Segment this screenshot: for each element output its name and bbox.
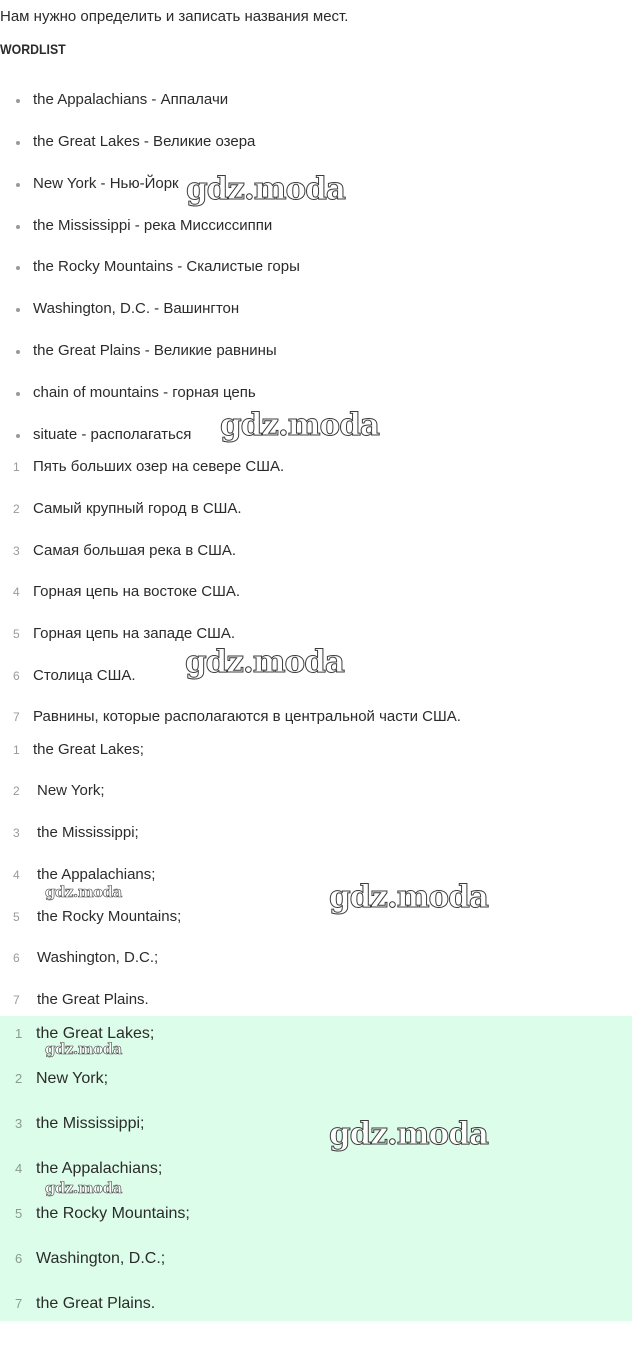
- question-number: 4: [13, 585, 20, 599]
- question-number: 1: [13, 460, 20, 474]
- wordlist-title: WORDLIST: [0, 41, 66, 57]
- watermark-logo: gdz.moda: [45, 1040, 122, 1058]
- question-number: 5: [13, 627, 20, 641]
- wordlist-item-text: the Great Lakes - Великие озера: [33, 133, 256, 150]
- watermark-logo: gdz.moda: [186, 171, 345, 207]
- answer-number: 2: [13, 784, 20, 798]
- final-answer-number: 3: [15, 1116, 23, 1131]
- bullet-dot: [16, 99, 20, 103]
- bullet-dot: [16, 141, 20, 145]
- wordlist-item-text: Washington, D.C. - Вашингтон: [33, 300, 240, 317]
- answer-number: 5: [13, 910, 20, 924]
- question-text: Столица США.: [33, 667, 136, 684]
- final-answer-text: New York;: [36, 1070, 109, 1087]
- question-text: Самый крупный город в США.: [33, 500, 242, 517]
- question-number: 7: [13, 710, 20, 724]
- wordlist-item-text: New York - Нью-Йорк: [33, 175, 179, 192]
- watermark-logo: gdz.moda: [220, 407, 379, 443]
- wordlist-item-text: the Great Plains - Великие равнины: [33, 342, 277, 359]
- bullet-dot: [16, 266, 20, 270]
- answer-text: the Rocky Mountains;: [37, 908, 182, 925]
- answer-number: 6: [13, 951, 20, 965]
- final-answer-number: 2: [15, 1071, 23, 1086]
- bullet-dot: [16, 308, 20, 312]
- bullet-dot: [16, 225, 20, 229]
- wordlist-item-text: the Appalachians - Аппалачи: [33, 91, 229, 108]
- question-text: Пять больших озер на севере США.: [33, 458, 285, 475]
- wordlist-item-text: chain of mountains - горная цепь: [33, 384, 256, 401]
- question-text: Горная цепь на востоке США.: [33, 583, 241, 600]
- answer-text: the Great Plains.: [37, 991, 149, 1008]
- question-number: 6: [13, 669, 20, 683]
- final-answer-text: the Appalachians;: [36, 1160, 163, 1177]
- bullet-dot: [16, 434, 20, 438]
- question-number: 2: [13, 502, 20, 516]
- final-answer-number: 7: [15, 1296, 23, 1311]
- watermark-logo: gdz.moda: [45, 883, 122, 901]
- watermark-logo: gdz.moda: [185, 644, 344, 680]
- answer-number: 1: [13, 743, 20, 757]
- answer-number: 4: [13, 868, 20, 882]
- bullet-dot: [16, 183, 20, 187]
- answer-text: Washington, D.C.;: [37, 949, 159, 966]
- question-text: Равнины, которые располагаются в центральной части США.: [33, 708, 461, 725]
- bullet-dot: [16, 350, 20, 354]
- watermark-logo: gdz.moda: [45, 1179, 122, 1197]
- watermark-logo: gdz.moda: [329, 1116, 488, 1152]
- question-number: 3: [13, 544, 20, 558]
- final-answer-number: 1: [15, 1026, 23, 1041]
- final-answer-text: the Great Lakes;: [36, 1025, 155, 1042]
- question-text: Горная цепь на западе США.: [33, 625, 236, 642]
- watermark-logo: gdz.moda: [329, 879, 488, 915]
- answer-text: the Appalachians;: [37, 866, 156, 883]
- final-answer-text: the Rocky Mountains;: [36, 1205, 190, 1222]
- question-text: Самая большая река в США.: [33, 542, 237, 559]
- final-answer-text: the Great Plains.: [36, 1295, 156, 1312]
- final-answer-number: 4: [15, 1161, 23, 1176]
- final-answer-number: 6: [15, 1251, 23, 1266]
- bullet-dot: [16, 392, 20, 396]
- wordlist-item-text: the Rocky Mountains - Скалистые горы: [33, 258, 300, 275]
- final-answer-number: 5: [15, 1206, 23, 1221]
- final-answer-text: the Mississippi;: [36, 1115, 145, 1132]
- answer-number: 3: [13, 826, 20, 840]
- wordlist-item-text: the Mississippi - река Миссиссиппи: [33, 217, 273, 234]
- final-answer-text: Washington, D.C.;: [36, 1250, 166, 1267]
- wordlist-item-text: situate - располагаться: [33, 426, 192, 443]
- answer-text: New York;: [37, 782, 105, 799]
- answer-number: 7: [13, 993, 20, 1007]
- intro-text: Нам нужно определить и записать названия мест.: [0, 8, 349, 25]
- answer-text: the Mississippi;: [37, 824, 139, 841]
- answer-text: the Great Lakes;: [33, 741, 144, 758]
